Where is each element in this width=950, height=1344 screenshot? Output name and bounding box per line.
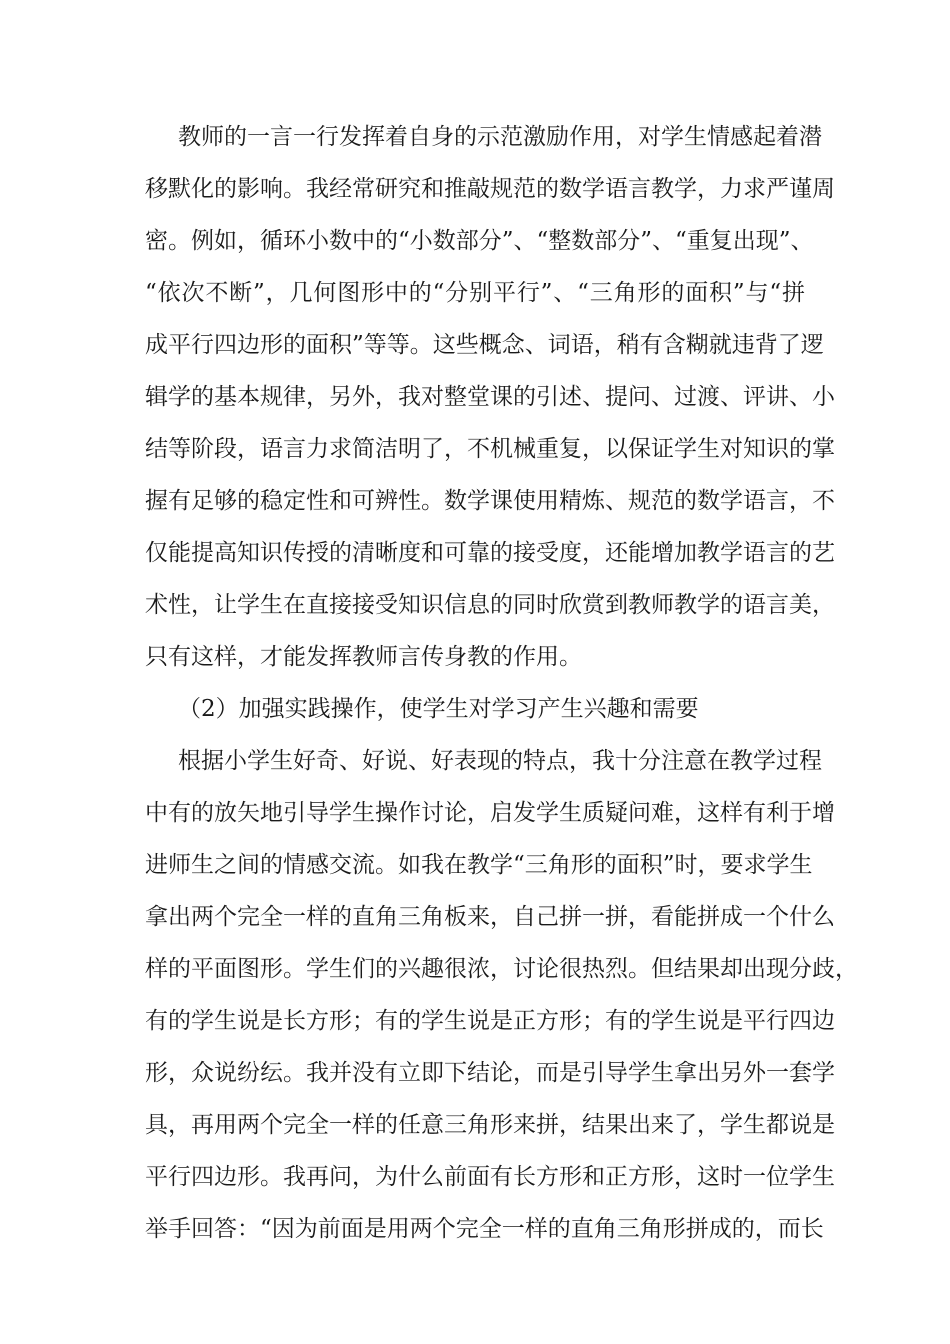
paragraph-1-line-1: 教师的一言一行发挥着自身的示范激励作用，对学生情感起着潜 xyxy=(178,124,822,150)
paragraph-1-line-6: 辑学的基本规律，另外，我对整堂课的引述、提问、过渡、评讲、小 xyxy=(145,384,835,410)
paragraph-2-line-1: 根据小学生好奇、好说、好表现的特点，我十分注意在教学过程 xyxy=(178,748,822,774)
paragraph-2-line-2: 中有的放矢地引导学生操作讨论，启发学生质疑问难，这样有利于增 xyxy=(145,800,835,826)
paragraph-2-line-4: 拿出两个完全一样的直角三角板来，自己拼一拼，看能拼成一个什么 xyxy=(145,904,835,930)
paragraph-1-line-9: 仅能提高知识传授的清晰度和可靠的接受度，还能增加教学语言的艺 xyxy=(145,540,835,566)
paragraph-2-line-7: 形，众说纷纭。我并没有立即下结论，而是引导学生拿出另外一套学 xyxy=(145,1060,835,1086)
paragraph-2-line-5: 样的平面图形。学生们的兴趣很浓，讨论很热烈。但结果却出现分歧， xyxy=(145,956,858,982)
paragraph-2-line-8: 具，再用两个完全一样的任意三角形来拼，结果出来了，学生都说是 xyxy=(145,1112,835,1138)
paragraph-1-line-5: 成平行四边形的面积”等等。这些概念、词语，稍有含糊就违背了逻 xyxy=(145,332,824,358)
paragraph-1-line-10: 术性，让学生在直接接受知识信息的同时欣赏到教师教学的语言美， xyxy=(145,592,835,618)
paragraph-1-line-2: 移默化的影响。我经常研究和推敲规范的数学语言教学，力求严谨周 xyxy=(145,176,835,202)
paragraph-1-line-7: 结等阶段，语言力求简洁明了，不机械重复，以保证学生对知识的掌 xyxy=(145,436,835,462)
paragraph-1-line-3: 密。例如，循环小数中的“小数部分”、“整数部分”、“重复出现”、 xyxy=(145,228,814,254)
paragraph-2-line-10: 举手回答：“因为前面是用两个完全一样的直角三角形拼成的，而长 xyxy=(145,1216,824,1242)
paragraph-1-line-4: “依次不断”，几何图形中的“分别平行”、“三角形的面积”与“拼 xyxy=(145,280,805,306)
paragraph-2-line-9: 平行四边形。我再问，为什么前面有长方形和正方形，这时一位学生 xyxy=(145,1164,835,1190)
paragraph-2-line-3: 进师生之间的情感交流。如我在教学“三角形的面积”时，要求学生 xyxy=(145,852,813,878)
paragraph-1-line-11: 只有这样，才能发挥教师言传身教的作用。 xyxy=(145,644,582,670)
paragraph-1-line-8: 握有足够的稳定性和可辨性。数学课使用精炼、规范的数学语言，不 xyxy=(145,488,835,514)
paragraph-2-line-6: 有的学生说是长方形；有的学生说是正方形；有的学生说是平行四边 xyxy=(145,1008,835,1034)
section-heading: （2）加强实践操作，使学生对学习产生兴趣和需要 xyxy=(178,696,699,722)
